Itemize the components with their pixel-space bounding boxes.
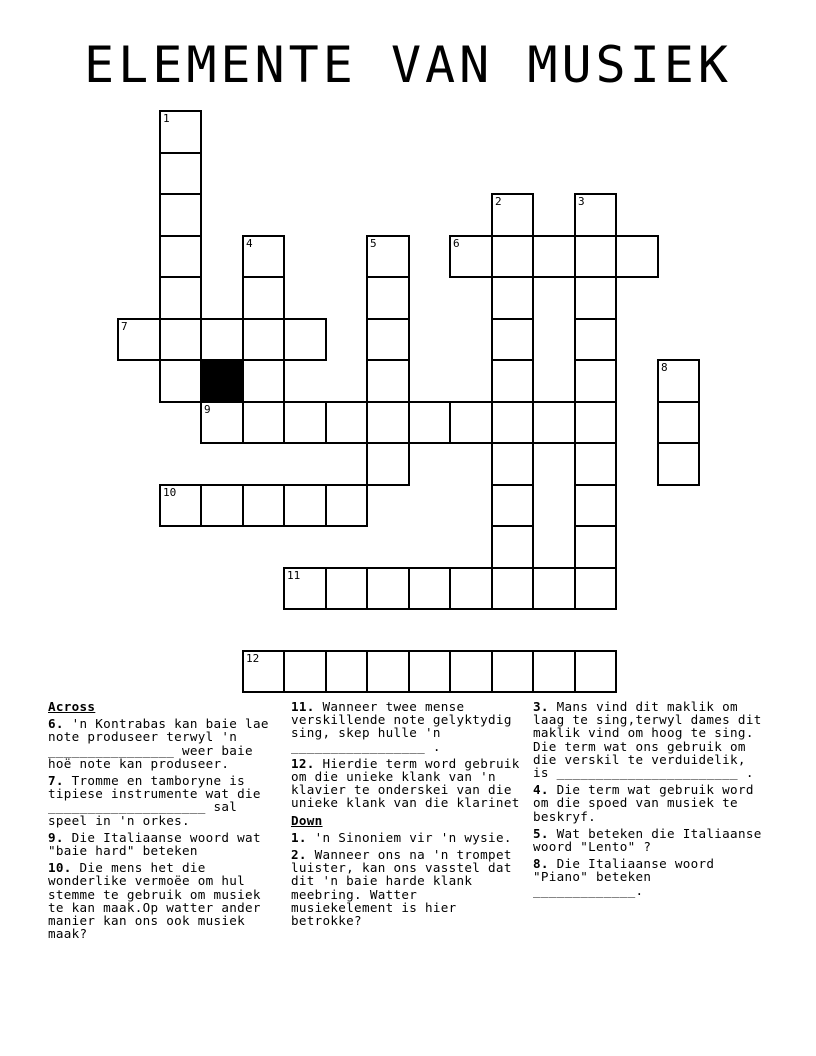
- grid-cell[interactable]: [325, 567, 368, 610]
- grid-cell[interactable]: [408, 401, 451, 444]
- grid-cell[interactable]: [242, 276, 285, 320]
- clue-text: Die Italiaanse woord wat "baie hard" beteken: [48, 829, 261, 859]
- down-heading: Down: [291, 812, 323, 828]
- grid-cell[interactable]: [325, 650, 368, 693]
- grid-cell[interactable]: [366, 318, 410, 361]
- puzzle-title: ELEMENTE VAN MUSIEK: [84, 36, 732, 94]
- clue-text: Die mens het die wonderlike vermoëe om hul stemme te gebruik om musiek te kan maak.Op watter ander manier kan ons ook musiek maak?: [48, 860, 261, 942]
- grid-cell[interactable]: [491, 650, 534, 693]
- clue-across-10: [48, 861, 284, 940]
- clue-number-label: 4: [246, 237, 253, 250]
- clue-text: Mans vind dit maklik om laag te sing,terwyl dames dit maklik vind om hoog te sing. Die term wat ons gebruik om die verskil te verduidelik, is _______________________ .: [533, 699, 762, 781]
- across-heading: Across: [48, 699, 96, 714]
- grid-cell[interactable]: [283, 484, 327, 527]
- grid-cell[interactable]: [159, 235, 202, 278]
- grid-cell[interactable]: [574, 318, 617, 361]
- grid-cell[interactable]: [366, 276, 410, 320]
- grid-cell[interactable]: [491, 235, 534, 278]
- grid-cell[interactable]: [532, 401, 576, 444]
- grid-cell[interactable]: [449, 235, 493, 278]
- black-cell: [200, 359, 244, 403]
- grid-cell[interactable]: [242, 235, 285, 278]
- clue-number: 6.: [48, 716, 64, 732]
- grid-cell[interactable]: [574, 359, 617, 403]
- grid-cell[interactable]: [574, 567, 617, 610]
- clue-across-7: [48, 774, 284, 827]
- clue-number: 12.: [291, 755, 315, 771]
- grid-cell[interactable]: [574, 484, 617, 527]
- grid-cell[interactable]: [491, 318, 534, 361]
- grid-cell[interactable]: [283, 567, 327, 610]
- grid-cell[interactable]: [449, 567, 493, 610]
- clue-across-6: [48, 717, 284, 770]
- clue-down-5: [533, 827, 769, 853]
- grid-cell[interactable]: [574, 235, 617, 278]
- grid-cell[interactable]: [325, 484, 368, 527]
- grid-cell[interactable]: [574, 525, 617, 569]
- clue-number: 9.: [48, 829, 64, 845]
- grid-cell[interactable]: [491, 442, 534, 486]
- clue-number: 3.: [533, 699, 549, 714]
- grid-cell[interactable]: [242, 359, 285, 403]
- clue-text: Wanneer ons na 'n trompet luister, kan ons vasstel dat dit 'n baie harde klank meebring. Watter musiekelement is hier betrokke?: [291, 847, 512, 929]
- grid-cell[interactable]: [574, 193, 617, 237]
- clue-number-label: 6: [453, 237, 460, 250]
- clue-number: 10.: [48, 860, 72, 876]
- grid-cell[interactable]: [283, 401, 327, 444]
- grid-cell[interactable]: [657, 359, 700, 403]
- grid-cell[interactable]: [159, 110, 202, 154]
- clue-text: Die term wat gebruik word om die spoed van musiek te beskryf.: [533, 782, 754, 824]
- grid-cell[interactable]: [491, 484, 534, 527]
- clue-number-label: 2: [495, 195, 502, 208]
- grid-cell[interactable]: [159, 484, 202, 527]
- grid-cell[interactable]: [366, 359, 410, 403]
- clue-number-label: 12: [246, 652, 260, 665]
- clue-number-label: 7: [121, 320, 128, 333]
- grid-cell[interactable]: [532, 235, 576, 278]
- clue-number-label: 5: [370, 237, 377, 250]
- clue-number: 4.: [533, 782, 549, 798]
- clue-text: 'n Kontrabas kan baie lae note produseer terwyl 'n ________________ weer baie hoë note kan produseer.: [48, 716, 269, 771]
- grid-cell[interactable]: [657, 442, 700, 486]
- clue-down-3: [533, 700, 769, 779]
- grid-cell[interactable]: [159, 193, 202, 237]
- grid-cell[interactable]: [449, 401, 493, 444]
- clues-column-2: [291, 700, 527, 931]
- clue-number-label: 8: [661, 361, 668, 374]
- grid-cell[interactable]: [408, 567, 451, 610]
- grid-cell[interactable]: [242, 401, 285, 444]
- grid-cell[interactable]: [159, 152, 202, 195]
- grid-cell[interactable]: [491, 276, 534, 320]
- grid-cell[interactable]: [325, 401, 368, 444]
- clue-down-8: [533, 857, 769, 897]
- grid-cell[interactable]: [449, 650, 493, 693]
- grid-cell[interactable]: [200, 401, 244, 444]
- grid-cell[interactable]: [117, 318, 161, 361]
- clue-number: 8.: [533, 856, 549, 872]
- grid-cell[interactable]: [574, 650, 617, 693]
- clue-text: Hierdie term word gebruik om die unieke klank van 'n klavier te onderskei van die unieke klank van die klarinet: [291, 755, 520, 811]
- grid-cell[interactable]: [242, 318, 285, 361]
- grid-cell[interactable]: [366, 567, 410, 610]
- clue-number: 11.: [291, 699, 315, 714]
- clue-down-1: [291, 831, 527, 844]
- grid-cell[interactable]: [532, 567, 576, 610]
- grid-cell[interactable]: [366, 442, 410, 486]
- clue-down-4: [533, 783, 769, 823]
- clue-number-label: 3: [578, 195, 585, 208]
- clue-number: 5.: [533, 825, 549, 841]
- clue-across-12: [291, 757, 527, 810]
- grid-cell[interactable]: [408, 650, 451, 693]
- clue-text: 'n Sinoniem vir 'n wysie.: [314, 829, 512, 845]
- clue-text: Tromme en tamboryne is tipiese instrumente wat die ____________________ sal speel in 'n orkes.: [48, 773, 261, 828]
- clue-text: Wanneer twee mense verskillende note gelyktydig sing, skep hulle 'n _________________ .: [291, 699, 512, 754]
- grid-cell[interactable]: [491, 567, 534, 610]
- grid-cell[interactable]: [159, 318, 202, 361]
- grid-cell[interactable]: [491, 193, 534, 237]
- clue-across-9: [48, 831, 284, 857]
- grid-cell[interactable]: [200, 318, 244, 361]
- grid-cell[interactable]: [574, 442, 617, 486]
- clue-number: 2.: [291, 847, 307, 863]
- clue-number: 7.: [48, 773, 64, 789]
- grid-cell[interactable]: [283, 318, 327, 361]
- grid-cell[interactable]: [283, 650, 327, 693]
- grid-cell[interactable]: [366, 401, 410, 444]
- grid-cell[interactable]: [491, 359, 534, 403]
- clues-column-1: [48, 700, 284, 944]
- grid-cell[interactable]: [615, 235, 659, 278]
- clue-text: Wat beteken die Italiaanse woord "Lento" ?: [533, 825, 762, 855]
- clue-number-label: 1: [163, 112, 170, 125]
- clue-number-label: 9: [204, 403, 211, 416]
- grid-cell[interactable]: [242, 484, 285, 527]
- grid-cell[interactable]: [159, 276, 202, 320]
- clue-number-label: 10: [163, 486, 177, 499]
- grid-cell[interactable]: [491, 401, 534, 444]
- clue-text: Die Italiaanse woord "Piano" beteken _____________.: [533, 856, 715, 898]
- grid-cell[interactable]: [242, 650, 285, 693]
- grid-cell[interactable]: [532, 650, 576, 693]
- grid-cell[interactable]: [159, 359, 202, 403]
- grid-cell[interactable]: [200, 484, 244, 527]
- grid-cell[interactable]: [574, 401, 617, 444]
- grid-cell[interactable]: [574, 276, 617, 320]
- grid-cell[interactable]: [491, 525, 534, 569]
- clues-column-3: [533, 700, 769, 901]
- grid-cell[interactable]: [366, 650, 410, 693]
- clue-across-11: [291, 700, 527, 753]
- clue-number: 1.: [291, 829, 307, 845]
- clue-number-label: 11: [287, 569, 301, 582]
- grid-cell[interactable]: [366, 235, 410, 278]
- grid-cell[interactable]: [657, 401, 700, 444]
- clue-down-2: [291, 848, 527, 927]
